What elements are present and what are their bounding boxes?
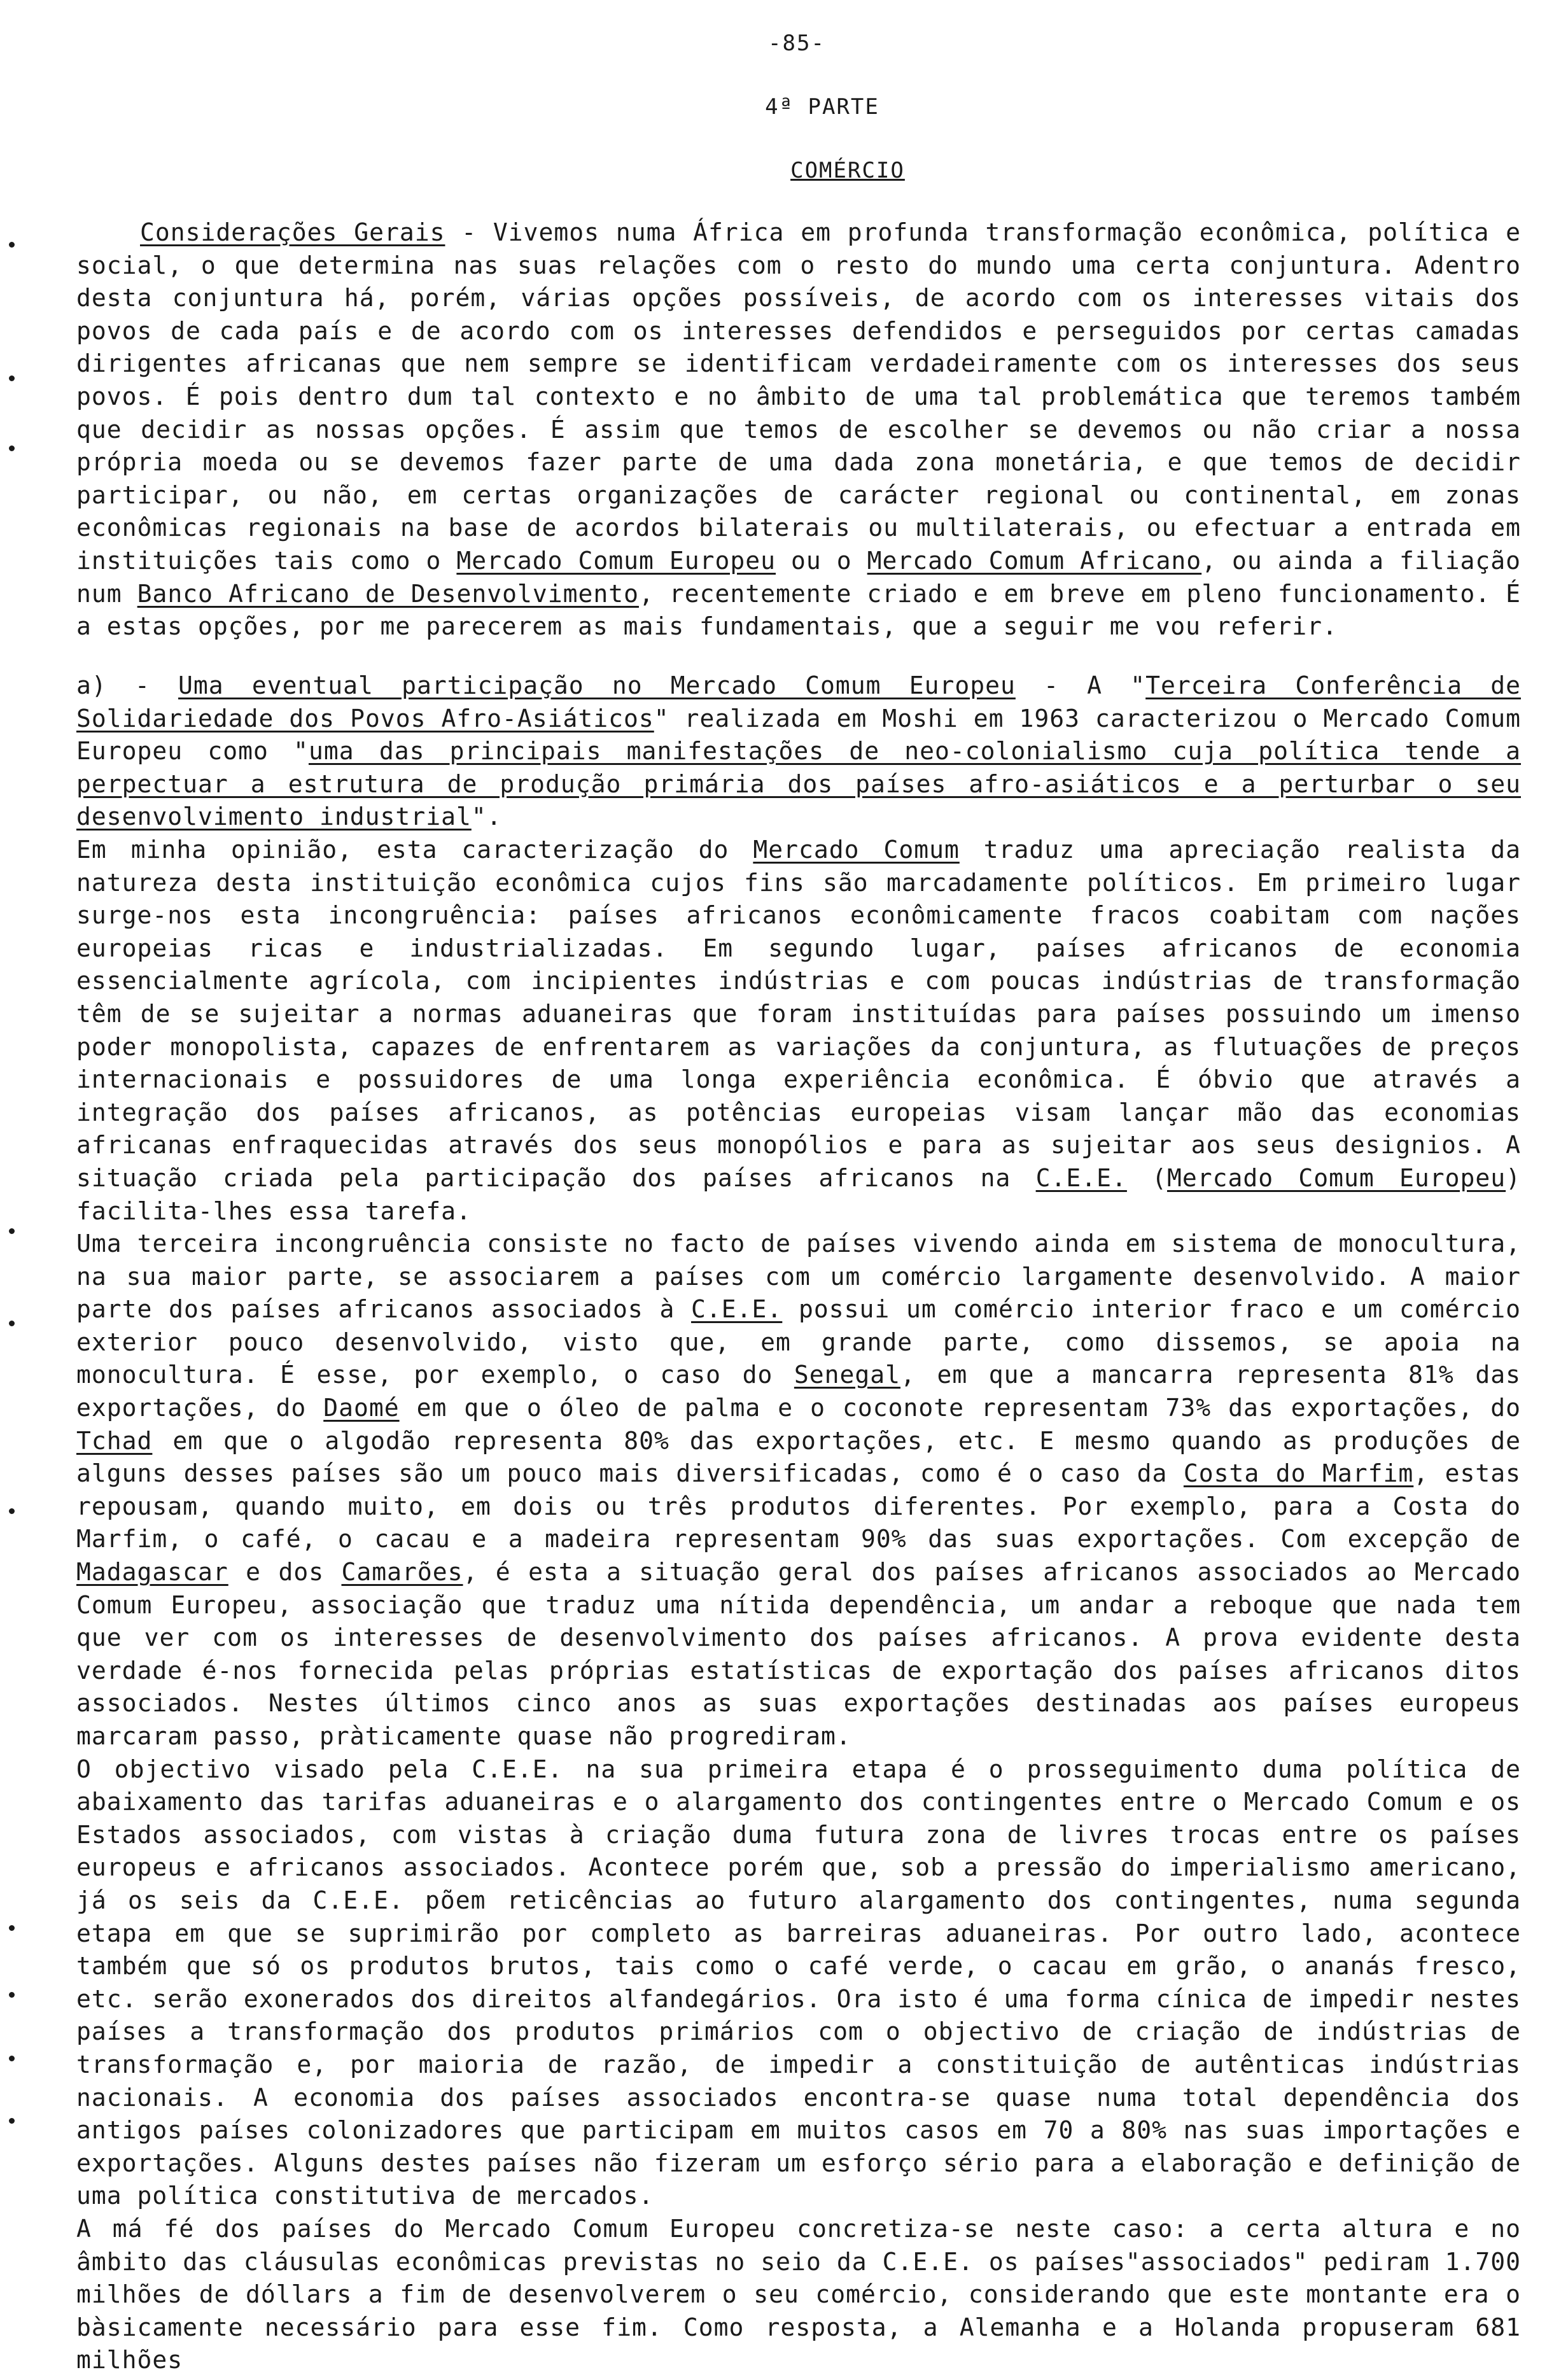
margin-dot xyxy=(9,1508,15,1514)
paragraph: A má fé dos países do Mercado Comum Europeu concretiza-se neste caso: a certa altura e no âmbito das cláusulas econômicas previstas no seio da C.E.E. os países"associados" pediram 1.700 milhões de dóllars a fim de desenvolverem o seu comércio, considerando que este montante era o bàsicamente necessário para esse fim. Como resposta, a Alemanha e a Holanda propuseram 681 milhões xyxy=(76,2214,1521,2374)
body-text: , estas repousam, quando muito, em dois ou três produtos diferentes. Por exemplo, para a Costa do Marfim, o café, o cacau e a madeira representam 90% das suas exportações. Com excepção de xyxy=(76,1459,1522,1553)
margin-dot xyxy=(9,2056,15,2061)
margin-dot xyxy=(9,1992,15,1998)
term-cee: C.E.E. xyxy=(691,1295,783,1324)
paragraph xyxy=(76,1228,1521,1753)
term-tchad: Tchad xyxy=(76,1426,153,1455)
term-camaroes: Camarões xyxy=(341,1558,463,1587)
margin-dot xyxy=(9,1228,15,1234)
term-daome: Daomé xyxy=(323,1394,400,1422)
body-text: Uma terceira incongruência consiste no facto de países vivendo ainda em sistema de monocultura, na sua maior parte, se associarem a países com um comércio largamente desenvolvido. A maior parte dos países africanos associados à xyxy=(76,1230,1521,1324)
intro-heading: Considerações Gerais xyxy=(140,218,445,246)
term-senegal: Senegal xyxy=(794,1361,901,1389)
body-text: " realizada em Moshi em 1963 caracterizou o Mercado Comum Europeu como " xyxy=(76,704,1521,766)
section-a-intro xyxy=(76,670,1521,834)
intro-text: , recentemente criado e em breve em pleno funcionamento. É a estas opções, por me parecerem as mais fundamentais, que a seguir me vou referir. xyxy=(76,579,1521,641)
body-text: em que o óleo de palma e o coconote representam 73% das exportações, do xyxy=(399,1394,1521,1422)
paragraph: O objectivo visado pela C.E.E. na sua primeira etapa é o prosseguimento duma política de abaixamento das tarifas aduaneiras e o alargamento dos contingentes entre o Mercado Comum e os Estados associados, com vistas à criação duma futura zona de livres trocas entre os países europeus e africanos associados. Acontece porém que, sob a pressão do imperialismo americano, já os seis da C.E.E. põem reticências ao futuro alargamento dos contingentes, numa segunda etapa em que se suprimirão por completo as barreiras aduaneiras. Por outro lado, acontece também que só os produtos brutos, tais como o café verde, o cacau em grão, o ananás fresco, etc. serão exonerados dos direitos alfandegários. Ora isto é uma forma cínica de impedir nestes países a transformação dos produtos primários com o objectivo de criação de indústrias de transformação e, por maioria de razão, de impedir a constituição de autênticas indústrias nacionais. A economia dos países associados encontra-se quase numa total dependência dos antigos países colonizadores que participam em muitos casos em 70 a 80% nas suas importações e exportações. Alguns destes países não fizeram um esforço sério para a elaboração e definição de uma política constitutiva de mercados. xyxy=(76,1755,1521,2210)
margin-dot xyxy=(9,445,15,451)
intro-text: , ou ainda a filiação num xyxy=(76,546,1522,608)
intro-paragraph xyxy=(76,216,1521,643)
body-text: ( xyxy=(1126,1163,1167,1192)
link-mercado-comum-africano: Mercado Comum Africano xyxy=(867,546,1202,575)
link-banco-africano: Banco Africano de Desenvolvimento xyxy=(137,579,639,608)
body-text: , em que a mancarra representa 81% das exportações, do xyxy=(76,1361,1521,1422)
section-label: a) - xyxy=(76,671,179,699)
body-text: traduz uma apreciação realista da natureza desta instituição econômica cujos fins são marcadamente políticos. Em primeiro lugar surge-nos esta incongruência: países africanos econômicamente fracos coabitam com nações europeias ricas e industrializadas. Em segundo lugar, países africanos de economia essencialmente agrícola, com incipientes indústrias e com poucas indústrias de transformação têm de se sujeitar a normas aduaneiras que foram instituídas para países possuindo um imenso poder monopolista, capazes de enfrentarem as variações da conjuntura, as flutuações de preços internacionais e possuidores de uma longa experiência econômica. É óbvio que através a integração dos países africanos, as potências europeias visam lançar mão das economias africanas enfraquecidas através dos seus monopólios e para as sujeitar aos seus designios. A situação criada pela participação dos países africanos na xyxy=(76,835,1521,1192)
term-madagascar: Madagascar xyxy=(76,1558,228,1587)
body-text: e dos xyxy=(228,1558,342,1587)
margin-dot xyxy=(9,242,15,248)
section-title: COMÉRCIO xyxy=(790,158,905,183)
term-mercado-comum: Mercado Comum xyxy=(753,835,960,864)
body-text: , é esta a situação geral dos países africanos associados ao Mercado Comum Europeu, associação que traduz uma nítida dependência, um andar a reboque que nada tem que ver com os interesses de desenvolvimento dos países africanos. A prova evidente desta verdade é-nos fornecida pelas próprias estatísticas de exportação dos países africanos ditos associados. Nestes últimos cinco anos as suas exportações destinadas aos países europeus marcaram passo, pràticamente quase não progrediram. xyxy=(76,1558,1521,1750)
intro-text: - Vivemos numa África em profunda transformação econômica, política e social, o que determina nas suas relações com o resto do mundo uma certa conjuntura. Adentro desta conjuntura há, porém, várias opções possíveis, de acordo com os interesses vitais dos povos de cada país e de acordo com os interesses defendidos e perseguidos por certas camadas dirigentes africanas que nem sempre se identificam verdadeiramente com os interesses dos seus povos. É pois dentro dum tal contexto e no âmbito de uma tal problemática que teremos também que decidir as nossas opções. É assim que temos de escolher se devemos ou não criar a nossa própria moeda ou se devemos fazer parte de uma dada zona monetária, e que temos de decidir participar, ou não, em certas organizações de carácter regional ou continental, em zonas econômicas regionais na base de acordos bilaterais ou multilaterais, ou efectuar a entrada em instituições tais como o xyxy=(76,218,1521,575)
margin-dot xyxy=(9,2118,15,2124)
intro-text: ou o xyxy=(776,546,867,575)
intro-section xyxy=(76,216,1521,643)
term-costa-do-marfim: Costa do Marfim xyxy=(1183,1459,1414,1488)
body-text: - A " xyxy=(1015,671,1146,699)
term-cee: C.E.E. xyxy=(1035,1163,1127,1192)
body-text: em que o algodão representa 80% das exportações, etc. E mesmo quando as produções de alguns desses países são um pouco mais diversificadas, como é o caso da xyxy=(76,1426,1521,1488)
page-number: -85- xyxy=(768,31,825,56)
body-text: ) facilita-lhes essa tarefa. xyxy=(76,1163,1522,1225)
margin-dot xyxy=(9,1321,15,1326)
conference-quote: uma das principais manifestações de neo-colonialismo cuja política tende a perpectuar a estrutura de produção primária dos países afro-asiáticos e a perturbar o seu desenvolvimento industrial xyxy=(76,737,1522,831)
body-text: Em minha opinião, esta caracterização do xyxy=(76,835,753,864)
section-a-heading: Uma eventual participação no Mercado Comum Europeu xyxy=(178,671,1016,699)
paragraph xyxy=(76,834,1521,1228)
section-a xyxy=(76,670,1521,2377)
margin-dot xyxy=(9,1925,15,1931)
link-mercado-comum-europeu: Mercado Comum Europeu xyxy=(456,546,776,575)
margin-dot xyxy=(9,375,15,381)
part-title: 4ª PARTE xyxy=(765,94,879,120)
body-text: possui um comércio interior fraco e um comércio exterior pouco desenvolvido, visto que, em grande parte, como dissemos, se apoia na monocultura. É esse, por exemplo, o caso do xyxy=(76,1295,1521,1389)
conference-name: Terceira Conferência de Solidariedade dos Povos Afro-Asiáticos xyxy=(76,671,1521,733)
body-text: ". xyxy=(471,803,502,831)
term-mercado-comum-europeu: Mercado Comum Europeu xyxy=(1167,1163,1506,1192)
